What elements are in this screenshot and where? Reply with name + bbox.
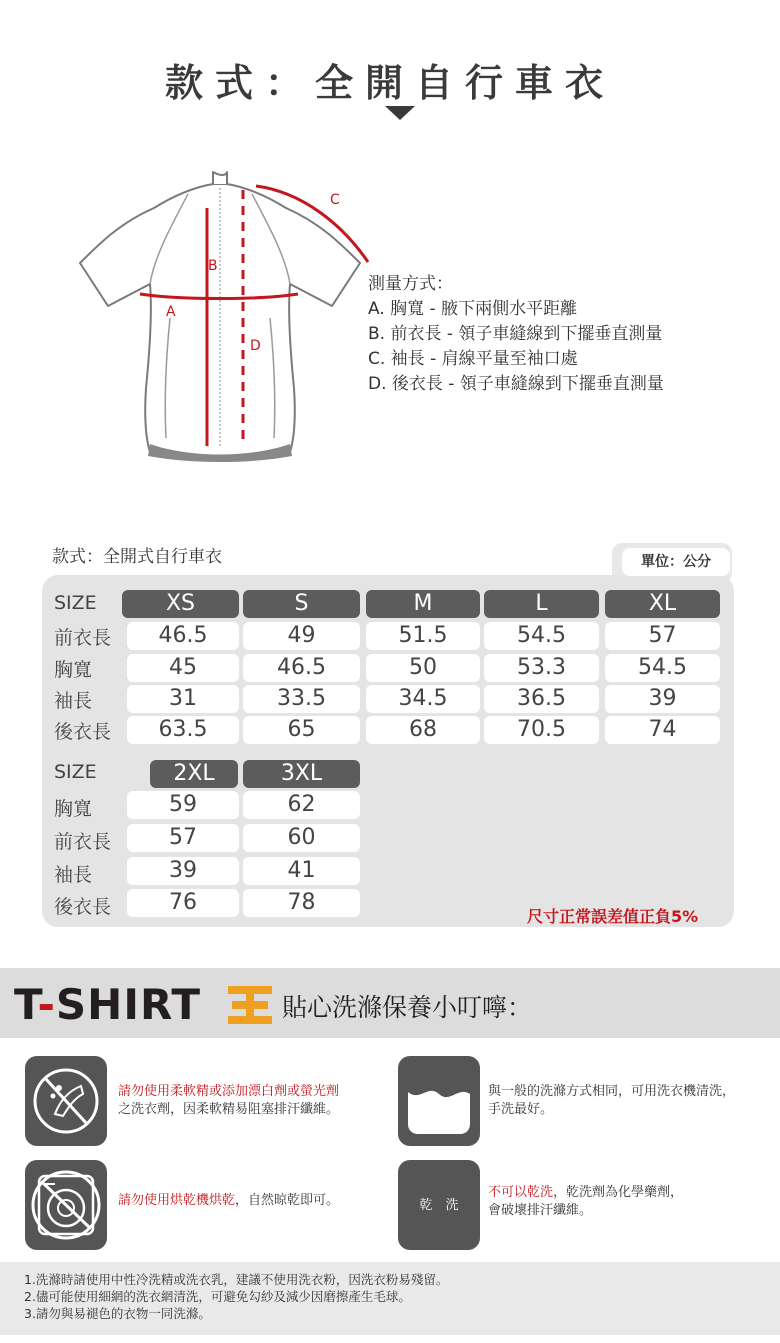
care-tip-2: 與一般的洗滌方式相同，可用洗衣機清洗， 手洗最好。 (488, 1084, 736, 1117)
size-header-label: SIZE (54, 592, 97, 614)
table-cell: 45 (127, 654, 239, 682)
table-cell: 57 (605, 622, 720, 650)
table-cell: 53.3 (484, 654, 599, 682)
note-item: 1.洗滌時請使用中性冷洗精或洗衣乳，建議不使用洗衣粉，因洗衣粉易殘留。 (24, 1272, 449, 1287)
table-cell: 70.5 (484, 716, 599, 744)
unit-label: 單位：公分 (622, 548, 730, 576)
table-cell: 49 (243, 622, 360, 650)
table-cell: 57 (127, 824, 239, 852)
size-header-3xl: 3XL (243, 760, 360, 788)
table-cell: 65 (243, 716, 360, 744)
row-label: 後衣長 (54, 896, 112, 918)
table-cell: 46.5 (243, 654, 360, 682)
table-cell: 62 (243, 791, 360, 819)
size-header-xs: XS (122, 590, 239, 618)
size-header-xl: XL (605, 590, 720, 618)
table-cell: 63.5 (127, 716, 239, 744)
jersey-measurement-diagram (70, 168, 370, 468)
table-cell: 78 (243, 889, 360, 917)
note-item: 2.儘可能使用細網的洗衣網清洗，可避免勾紗及減少因磨擦產生毛球。 (24, 1289, 411, 1304)
table-cell: 46.5 (127, 622, 239, 650)
row-label: 後衣長 (54, 721, 112, 743)
note-item: 3.請勿與易褪色的衣物一同洗滌。 (24, 1306, 211, 1321)
care-tip-1: 請勿使用柔軟精或添加漂白劑或螢光劑 之洗衣劑，因柔軟精易阻塞排汗纖維。 (118, 1084, 340, 1117)
table-title: 款式：全開式自行車衣 (52, 547, 222, 567)
label-b: B (208, 258, 218, 274)
label-a: A (166, 304, 176, 320)
table-cell: 31 (127, 685, 239, 713)
table-cell: 60 (243, 824, 360, 852)
label-c: C (330, 192, 340, 208)
row-label: 前衣長 (54, 627, 112, 649)
table-cell: 54.5 (484, 622, 599, 650)
table-cell: 54.5 (605, 654, 720, 682)
notes-list (24, 1271, 448, 1322)
table-cell: 68 (366, 716, 480, 744)
dry-clean-icon: 乾 洗 (398, 1160, 480, 1250)
row-label: 袖長 (54, 864, 93, 886)
table-cell: 76 (127, 889, 239, 917)
care-heading: 貼心洗滌保養小叮嚀： (282, 993, 533, 1022)
row-label: 前衣長 (54, 831, 112, 853)
machine-wash-icon (398, 1056, 480, 1146)
page-title: 款式：全開自行車衣 (164, 60, 615, 105)
brand-wang-icon (226, 982, 274, 1028)
size-header-l: L (484, 590, 599, 618)
size-header-2xl: 2XL (150, 760, 238, 788)
row-label: 袖長 (54, 690, 93, 712)
no-bleach-icon (25, 1056, 107, 1146)
table-cell: 41 (243, 857, 360, 885)
size-header-m: M (366, 590, 480, 618)
row-label: 胸寬 (54, 798, 93, 820)
table-cell: 51.5 (366, 622, 480, 650)
jersey-collar (213, 172, 227, 184)
table-cell: 59 (127, 791, 239, 819)
brand-logo: T-SHIRT (14, 980, 202, 1029)
size-header-label: SIZE (54, 761, 97, 783)
no-tumble-dry-icon (25, 1160, 107, 1250)
table-cell: 34.5 (366, 685, 480, 713)
table-cell: 50 (366, 654, 480, 682)
label-d: D (250, 338, 261, 354)
table-cell: 36.5 (484, 685, 599, 713)
size-header-s: S (243, 590, 360, 618)
tolerance-note: 尺寸正常誤差值正負5% (527, 907, 699, 926)
method-item-a: A. 胸寬 - 腋下兩側水平距離 (368, 299, 578, 319)
chevron-down-icon (385, 106, 415, 120)
care-tip-3: 請勿使用烘乾機烘乾，自然晾乾即可。 (118, 1193, 340, 1208)
measurement-method (368, 272, 664, 397)
method-title: 測量方式： (368, 274, 453, 294)
method-item-c: C. 袖長 - 肩線平量至袖口處 (368, 349, 578, 369)
method-item-b: B. 前衣長 - 領子車縫線到下擺垂直測量 (368, 324, 663, 344)
table-cell: 33.5 (243, 685, 360, 713)
table-cell: 39 (605, 685, 720, 713)
method-item-d: D. 後衣長 - 領子車縫線到下擺垂直測量 (368, 374, 664, 394)
care-tip-4: 不可以乾洗，乾洗劑為化學藥劑， 會破壞排汗纖維。 (488, 1185, 684, 1218)
table-cell: 74 (605, 716, 720, 744)
row-label: 胸寬 (54, 659, 93, 681)
table-cell: 39 (127, 857, 239, 885)
